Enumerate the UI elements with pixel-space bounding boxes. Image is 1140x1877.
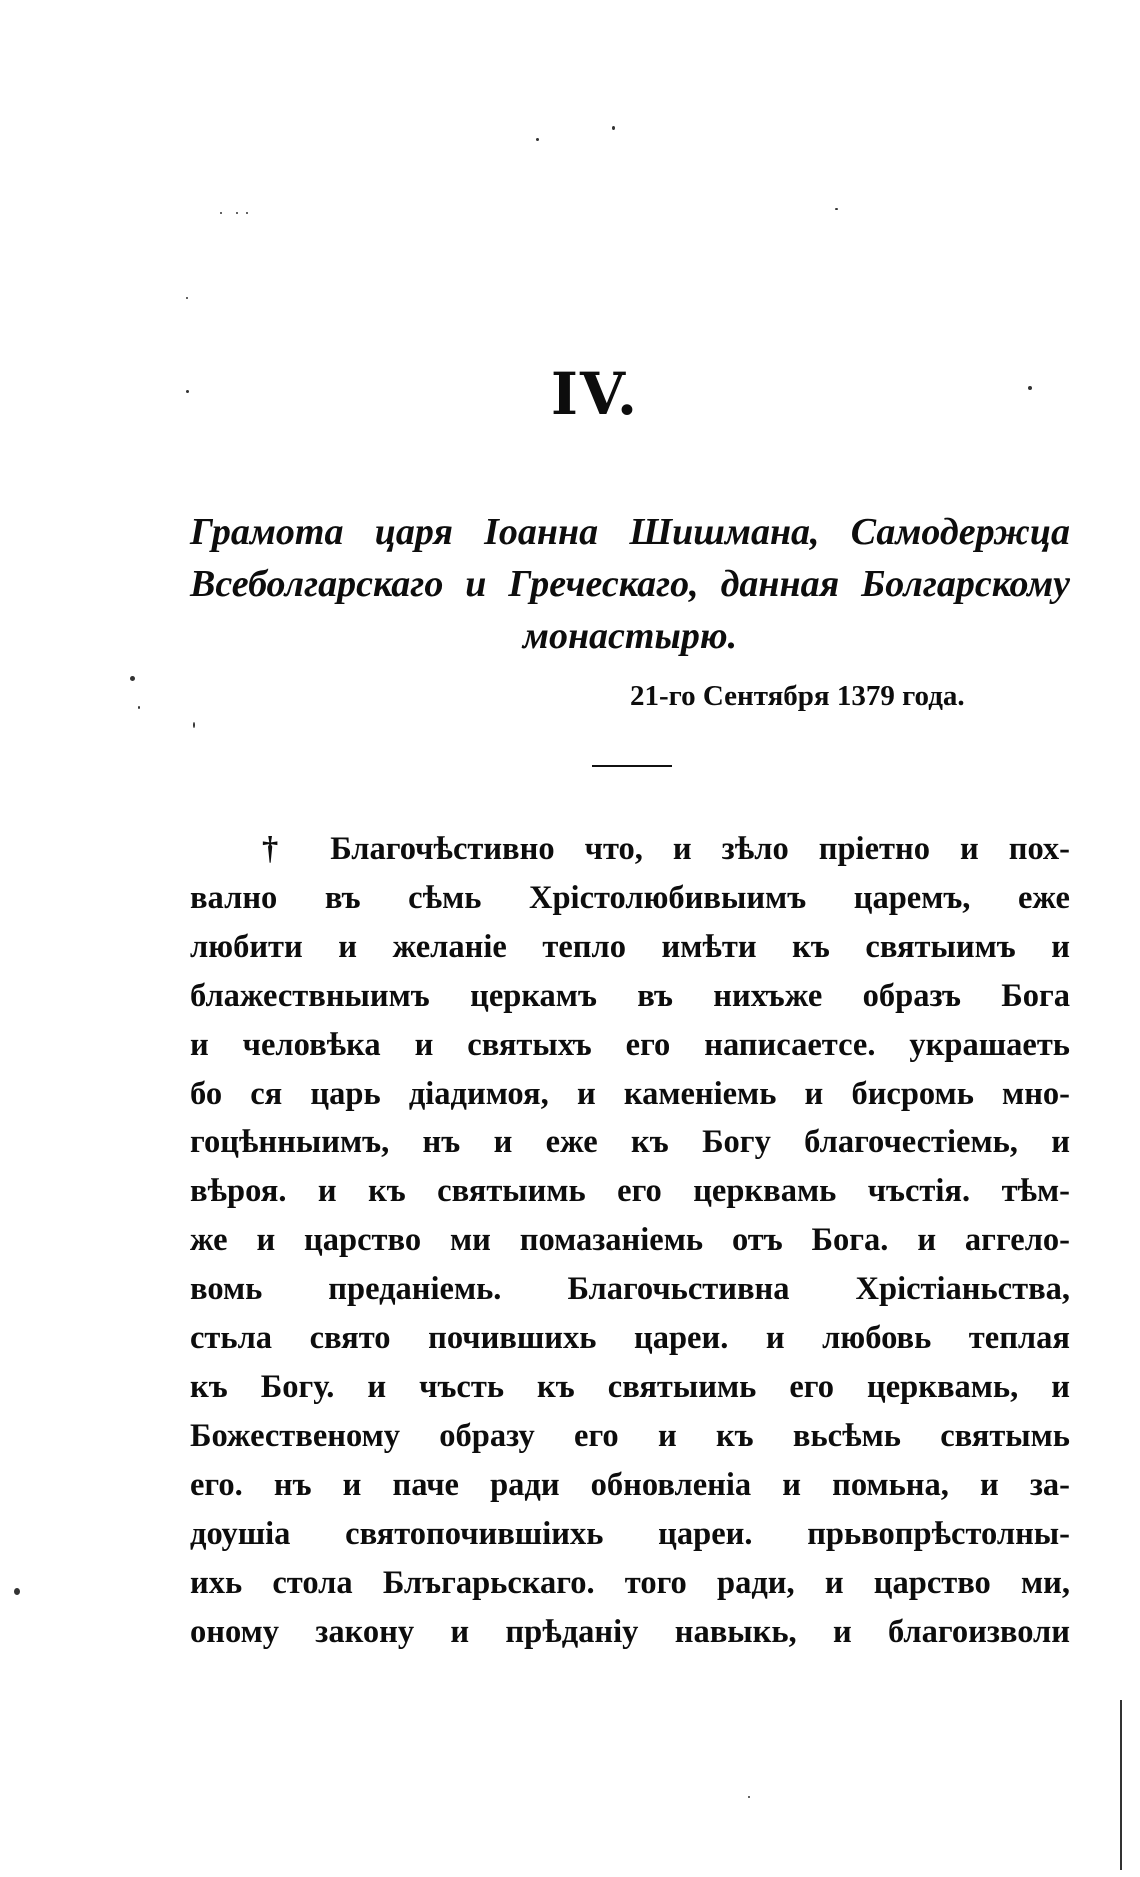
body-line: любити и желаніе тепло имѣти къ святыимъ и bbox=[190, 928, 1070, 965]
body-line: † Благочѣстивно что, и зѣло пріетно и пох- bbox=[262, 831, 1070, 867]
scan-speck bbox=[193, 722, 195, 728]
scan-speck bbox=[246, 212, 248, 214]
heading-line: монастырю. bbox=[522, 615, 738, 657]
body-line: доушіа святопочившіихь цареи. прьвопрѣстолны- bbox=[190, 1515, 1070, 1552]
scan-speck bbox=[236, 212, 238, 214]
scan-speck bbox=[14, 1588, 20, 1595]
scan-speck bbox=[186, 297, 188, 299]
body-line: блажествныимъ церкамъ въ нихъже образъ Бога bbox=[190, 977, 1070, 1014]
scan-speck bbox=[612, 126, 615, 130]
body-text bbox=[190, 825, 1070, 1656]
scan-speck bbox=[130, 676, 135, 681]
scan-speck bbox=[138, 706, 140, 709]
scan-speck bbox=[220, 212, 222, 214]
body-line: оному закону и прѣданіу навыкь, и благоизволи bbox=[190, 1613, 1070, 1650]
body-line: къ Богу. и чъсть къ святыимь его церквамь, и bbox=[190, 1368, 1070, 1405]
body-line: его. нъ и паче ради обновленіа и помьна, и за- bbox=[190, 1466, 1070, 1503]
body-line: ихь стола Блъгарьскаго. того ради, и царство ми, bbox=[190, 1564, 1070, 1601]
section-numeral: IV. bbox=[550, 360, 640, 428]
body-line: стьла свято почившихь цареи. и любовь теплая bbox=[190, 1320, 1070, 1357]
body-line: же и царство ми помазаніемь отъ Бога. и аггело- bbox=[190, 1222, 1070, 1259]
body-line: и человѣка и святыхъ его написаетсе. украшаеть bbox=[190, 1026, 1070, 1063]
separator-rule bbox=[592, 765, 672, 767]
dateline: 21-го Сентября 1379 года. bbox=[630, 680, 965, 712]
scan-speck bbox=[186, 390, 189, 393]
body-line: бо ся царь діадимоя, и каменіемь и бисромь мно- bbox=[190, 1075, 1070, 1112]
heading-line: Всеболгарскаго и Греческаго, данная Болгарскому bbox=[190, 563, 1070, 605]
scan-speck bbox=[748, 1796, 750, 1798]
body-line: гоцѣнныимъ, нъ и еже къ Богу благочестіемь, и bbox=[190, 1124, 1070, 1161]
body-line: вомь преданіемь. Благочьстивна Хрістіаньства, bbox=[190, 1271, 1070, 1308]
document-heading bbox=[190, 506, 1070, 662]
scan-speck bbox=[835, 208, 838, 210]
scan-speck bbox=[536, 138, 539, 141]
body-line: вѣроя. и къ святыимь его церквамь чъстія. тѣм- bbox=[190, 1173, 1070, 1210]
body-line: Божественому образу его и къ вьсѣмь святымь bbox=[190, 1417, 1070, 1454]
body-line: вално въ сѣмь Хрістолюбивыимъ царемъ, еже bbox=[190, 879, 1070, 916]
heading-line: Грамота царя Іоанна Шишмана, Самодержца bbox=[190, 511, 1070, 553]
scan-speck bbox=[1120, 1700, 1122, 1870]
scan-speck bbox=[1028, 386, 1032, 390]
